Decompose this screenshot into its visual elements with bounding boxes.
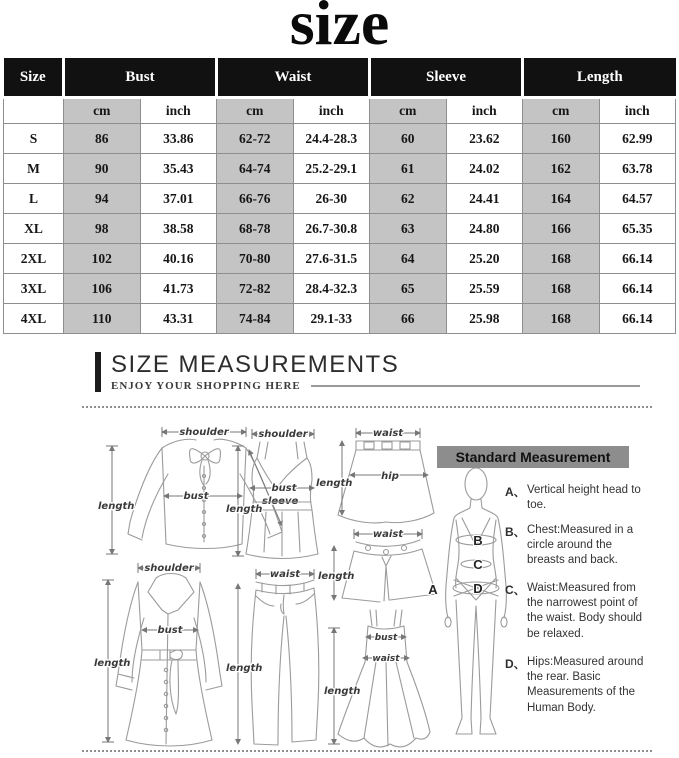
table-cell: 2XL [4,244,64,274]
table-cell: 26-30 [293,184,370,214]
table-row [4,304,676,334]
table-cell: 23.62 [446,124,523,154]
table-cell: L [4,184,64,214]
table-cell: 64-74 [217,154,294,184]
column-header-size: Size [4,58,64,98]
section-rule-line [311,385,640,387]
figure-mark-d: D [473,581,483,596]
length-label: length [316,478,353,489]
table-cell: 63 [370,214,447,244]
list-item [505,655,647,716]
table-cell: 162 [523,154,600,184]
table-cell: 66 [370,304,447,334]
shorts-diagram [316,524,440,608]
table-row [4,184,676,214]
table-cell: 90 [64,154,141,184]
table-cell: 41.73 [140,274,217,304]
table-row [4,124,676,154]
table-cell: 26.7-30.8 [293,214,370,244]
table-cell: 24.02 [446,154,523,184]
length-label: length [324,686,361,697]
pants-diagram [226,564,322,752]
table-cell: 62.99 [599,124,676,154]
length-label: length [94,658,131,669]
table-cell: 24.41 [446,184,523,214]
unit-cell: cm [64,98,141,124]
bust-label: bust [157,625,183,636]
table-cell: 43.31 [140,304,217,334]
table-cell: 65.35 [599,214,676,244]
table-cell: 40.16 [140,244,217,274]
vest-diagram [226,424,326,564]
table-row [4,274,676,304]
table-cell: 25.98 [446,304,523,334]
section-accent-bar [95,352,101,392]
table-cell: 110 [64,304,141,334]
length-label: length [226,504,263,515]
unit-row [4,98,676,124]
column-header-bust: Bust [64,58,217,98]
waist-label: waist [372,428,404,439]
item-text: Vertical height head to toe. [527,484,641,512]
figure-mark-a: A [428,582,438,597]
table-cell: 25.20 [446,244,523,274]
bust-label: bust [374,633,398,643]
bust-label: bust [183,491,209,502]
table-cell: 4XL [4,304,64,334]
table-cell: 72-82 [217,274,294,304]
size-chart-table [3,58,676,334]
coat-diagram [94,558,232,752]
table-cell: 70-80 [217,244,294,274]
standard-measurement-header: Standard Measurement [437,446,629,468]
column-header-sleeve: Sleeve [370,58,523,98]
page-title: size [289,0,390,58]
waist-label: waist [269,569,301,580]
section-title: SIZE MEASUREMENTS [111,351,400,378]
table-cell: 66.14 [599,274,676,304]
unit-cell: inch [140,98,217,124]
unit-cell: cm [217,98,294,124]
table-cell: 160 [523,124,600,154]
table-cell: 25.59 [446,274,523,304]
figure-mark-b: B [473,533,483,548]
table-cell: 102 [64,244,141,274]
item-key: A、 [505,485,526,499]
table-cell: 3XL [4,274,64,304]
table-cell: S [4,124,64,154]
length-label: length [98,501,135,512]
item-text: Hips:Measured around the rear. Basic Measurements of the Human Body. [527,656,644,714]
table-cell: 38.58 [140,214,217,244]
unit-cell: inch [293,98,370,124]
table-cell: 68-78 [217,214,294,244]
unit-cell: inch [446,98,523,124]
table-cell: 168 [523,244,600,274]
table-header-row [4,58,676,98]
unit-cell: cm [523,98,600,124]
table-cell: 168 [523,304,600,334]
item-text: Chest:Measured in a circle around the breasts and back. [527,524,634,567]
table-cell: 66.14 [599,304,676,334]
section-subtitle: ENJOY YOUR SHOPPING HERE [111,380,301,393]
unit-cell: inch [599,98,676,124]
table-cell: 66.14 [599,244,676,274]
table-cell: 28.4-32.3 [293,274,370,304]
unit-empty-cell [4,98,64,124]
table-cell: 60 [370,124,447,154]
table-cell: 33.86 [140,124,217,154]
column-header-waist: Waist [217,58,370,98]
column-header-length: Length [523,58,676,98]
shoulder-label: shoulder [179,427,229,438]
dress-diagram [324,606,442,752]
table-cell: 63.78 [599,154,676,184]
dotted-divider-top [82,406,652,408]
table-cell: 86 [64,124,141,154]
list-item [505,523,647,569]
waist-label: waist [372,529,404,540]
table-cell: 29.1-33 [293,304,370,334]
table-row [4,214,676,244]
table-cell: 35.43 [140,154,217,184]
table-cell: 62-72 [217,124,294,154]
unit-cell: cm [370,98,447,124]
table-cell: 25.2-29.1 [293,154,370,184]
table-cell: 27.6-31.5 [293,244,370,274]
table-cell: 74-84 [217,304,294,334]
item-key: D、 [505,657,526,671]
table-cell: XL [4,214,64,244]
table-cell: 168 [523,274,600,304]
length-label: length [318,571,355,582]
item-key: C、 [505,583,526,597]
list-item [505,483,647,513]
table-cell: 106 [64,274,141,304]
item-key: B、 [505,525,526,539]
table-cell: 65 [370,274,447,304]
table-cell: 66-76 [217,184,294,214]
shoulder-label: shoulder [144,563,194,574]
table-cell: 98 [64,214,141,244]
figure-mark-c: C [473,557,483,572]
length-label: length [226,663,263,674]
skirt-diagram [316,423,438,531]
table-cell: 94 [64,184,141,214]
list-item [505,581,647,642]
table-cell: 61 [370,154,447,184]
waist-label: waist [372,654,400,664]
table-row [4,154,676,184]
size-measurements-section-header [95,352,640,392]
table-row [4,244,676,274]
sleeve-label: sleeve [262,496,299,507]
shoulder-label: shoulder [258,429,308,440]
table-cell: 166 [523,214,600,244]
table-cell: 64.57 [599,184,676,214]
item-text: Waist:Measured from the narrowest point of the waist. Body should be relaxed. [527,582,643,640]
table-cell: 37.01 [140,184,217,214]
table-cell: 24.80 [446,214,523,244]
table-cell: 164 [523,184,600,214]
measurement-instructions-list [505,483,647,743]
table-cell: 62 [370,184,447,214]
hip-label: hip [381,471,399,482]
bust-label: bust [271,483,297,494]
table-cell: 64 [370,244,447,274]
table-cell: M [4,154,64,184]
table-cell: 24.4-28.3 [293,124,370,154]
